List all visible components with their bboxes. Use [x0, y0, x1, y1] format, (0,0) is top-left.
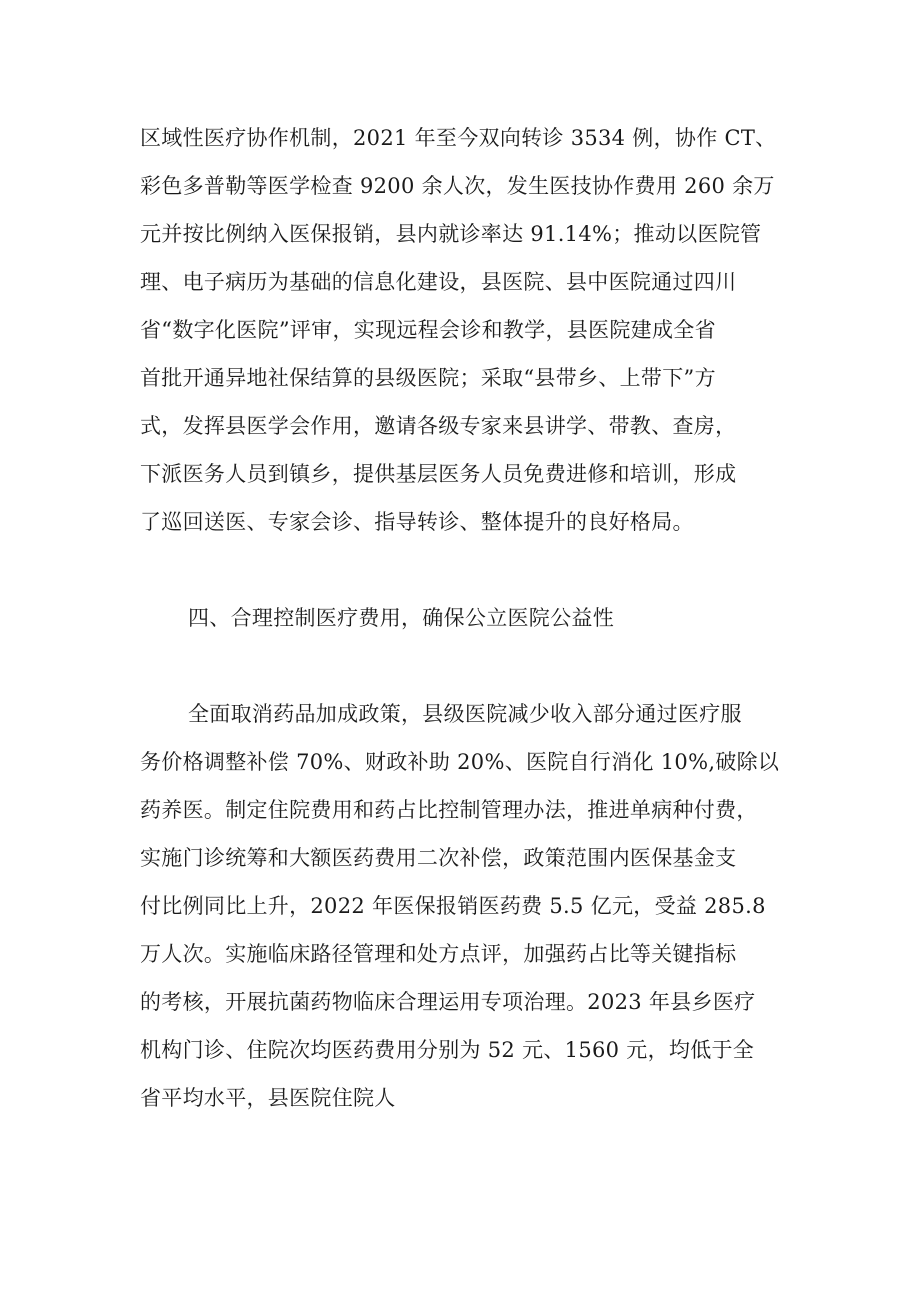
- paragraph-2-line-6: 万人次。实施临床路径管理和处方点评，加强药占比等关键指标: [140, 942, 737, 966]
- paragraph-1-line-4: 理、电子病历为基础的信息化建设，县医院、县中医院通过四川: [140, 270, 737, 294]
- paragraph-1-line-9: 了巡回送医、专家会诊、指导转诊、整体提升的良好格局。: [140, 510, 694, 534]
- paragraph-1-line-2: 彩色多普勒等医学检查 9200 余人次，发生医技协作费用 260 余万: [140, 174, 775, 198]
- paragraph-1-line-6: 首批开通异地社保结算的县级医院；采取“县带乡、上带下”方: [140, 366, 716, 390]
- paragraph-2-line-7: 的考核，开展抗菌药物临床合理运用专项治理。2023 年县乡医疗: [140, 990, 756, 1014]
- paragraph-2-line-1: 全面取消药品加成政策，县级医院减少收入部分通过医疗服: [188, 702, 742, 726]
- paragraph-1-line-7: 式，发挥县医学会作用，邀请各级专家来县讲学、带教、查房，: [140, 414, 737, 438]
- paragraph-2-line-9: 省平均水平，县医院住院人: [140, 1086, 396, 1110]
- paragraph-2-line-2: 务价格调整补偿 70%、财政补助 20%、医院自行消化 10%,破除以: [140, 750, 780, 774]
- paragraph-1-line-5: 省“数字化医院”评审，实现远程会诊和教学，县医院建成全省: [140, 318, 716, 342]
- paragraph-1-line-1: 区域性医疗协作机制，2021 年至今双向转诊 3534 例，协作 CT、: [140, 126, 777, 150]
- paragraph-1-line-8: 下派医务人员到镇乡，提供基层医务人员免费进修和培训，形成: [140, 462, 737, 486]
- paragraph-2-line-8: 机构门诊、住院次均医药费用分别为 52 元、1560 元，均低于全: [140, 1038, 755, 1062]
- paragraph-1-line-3: 元并按比例纳入医保报销，县内就诊率达 91.14%；推动以医院管: [140, 222, 762, 246]
- paragraph-2-line-3: 药养医。制定住院费用和药占比控制管理办法，推进单病种付费，: [140, 798, 758, 822]
- paragraph-2-line-4: 实施门诊统筹和大额医药费用二次补偿，政策范围内医保基金支: [140, 846, 737, 870]
- paragraph-2-line-5: 付比例同比上升，2022 年医保报销医药费 5.5 亿元，受益 285.8: [140, 894, 766, 918]
- section-heading: 四、合理控制医疗费用，确保公立医院公益性: [188, 606, 614, 630]
